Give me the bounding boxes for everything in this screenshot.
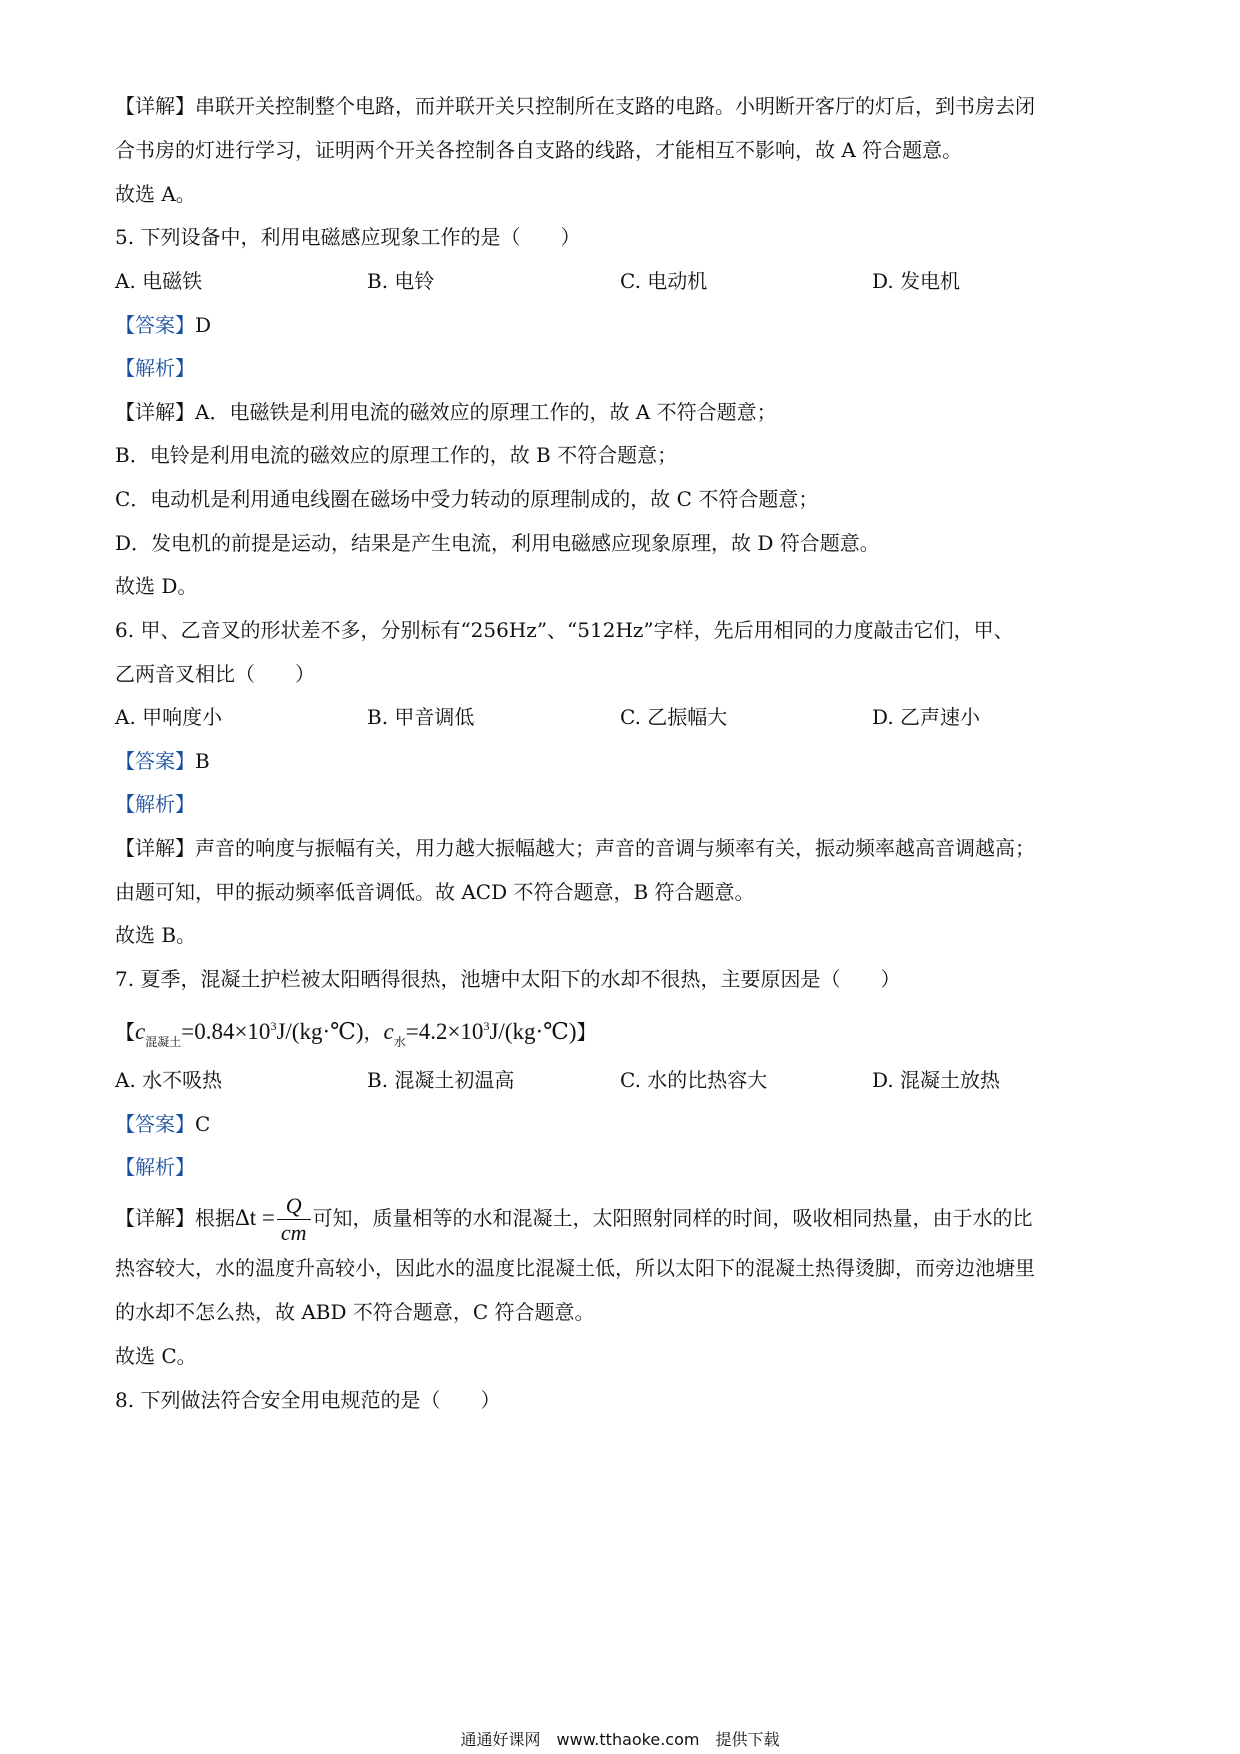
conclusion-line: 故选 B。 — [115, 923, 197, 947]
option-a: A. 电磁铁 — [115, 269, 203, 293]
option-a: A. 甲响度小 — [115, 705, 223, 729]
answer-line — [115, 310, 1135, 340]
detail-line: D．发电机的前提是运动，结果是产生电流，利用电磁感应现象原理，故 D 符合题意。 — [115, 531, 880, 555]
detail-line-formula: 【详解】根据Δt = $\frac{Q}{cm}$ 可知，质量相等的水和混凝土，太阳照射同样的时间，吸收相同热量，由于水的比 — [115, 1193, 1033, 1245]
option-c: C. 水的比热容大 — [620, 1068, 768, 1092]
detail-line: 由题可知，甲的振动频率低音调低。故 ACD 不符合题意，B 符合题意。 — [115, 880, 755, 904]
option-d: D. 乙声速小 — [872, 705, 981, 729]
question-8-stem: 8. 下列做法符合安全用电规范的是（ ） — [115, 1388, 501, 1412]
question-6-stem-cont: 乙两音叉相比（ ） — [115, 662, 315, 686]
question-5-stem: 5. 下列设备中，利用电磁感应现象工作的是（ ） — [115, 225, 581, 249]
analysis-tag: 【解析】 — [115, 356, 195, 380]
detail-line: 的水却不怎么热，故 ABD 不符合题意，C 符合题意。 — [115, 1300, 595, 1324]
question-7-stem: 7. 夏季，混凝土护栏被太阳晒得很热，池塘中太阳下的水却不很热，主要原因是（ ） — [115, 967, 901, 991]
conclusion-line: 故选 D。 — [115, 574, 198, 598]
option-c: C. 电动机 — [620, 269, 708, 293]
question-6-stem: 6. 甲、乙音叉的形状差不多，分别标有“256Hz”、“512Hz”字样，先后用相同的力度敲击它们，甲、 — [115, 618, 1014, 642]
answer-value: D — [195, 313, 212, 337]
detail-line: 热容较大，水的温度升高较小，因此水的温度比混凝土低，所以太阳下的混凝土热得烫脚，而旁边池塘里 — [115, 1256, 1035, 1280]
answer-tag: 【答案】 — [115, 749, 195, 773]
answer-value: C — [195, 1112, 211, 1136]
detail-line: C．电动机是利用通电线圈在磁场中受力转动的原理制成的，故 C 不符合题意； — [115, 487, 819, 511]
conclusion-line: 故选 C。 — [115, 1344, 197, 1368]
answer-tag: 【答案】 — [115, 313, 195, 337]
analysis-tag: 【解析】 — [115, 792, 195, 816]
given-constants: 【$c_{混凝土}=0.84\times 10^3J/(kg\cdot℃)$，$c_水=4.2\times 10^3J/(kg\cdot℃)$】 — [115, 1019, 597, 1049]
option-d: D. 发电机 — [872, 269, 961, 293]
option-d: D. 混凝土放热 — [872, 1068, 1001, 1092]
text-line: 合书房的灯进行学习，证明两个开关各控制各自支路的线路，才能相互不影响，故 A 符合题意。 — [115, 138, 963, 162]
detail-line: B．电铃是利用电流的磁效应的原理工作的，故 B 不符合题意； — [115, 443, 678, 467]
option-c: C. 乙振幅大 — [620, 705, 728, 729]
detail-line: 【详解】声音的响度与振幅有关，用力越大振幅越大；声音的音调与频率有关，振动频率越高音调越高； — [115, 836, 1035, 860]
answer-value: B — [195, 749, 210, 773]
text-line: 【详解】串联开关控制整个电路，而并联开关只控制所在支路的电路。小明断开客厅的灯后，到书房去闭 — [115, 94, 1035, 118]
analysis-tag: 【解析】 — [115, 1155, 195, 1179]
answer-line — [115, 1109, 1135, 1139]
option-b: B. 电铃 — [367, 269, 435, 293]
text-line: 故选 A。 — [115, 182, 196, 206]
page-footer: 通通好课网 www.tthaoke.com 提供下载 — [460, 1730, 780, 1749]
formula-lhs: Δt = — [235, 1205, 275, 1230]
formula-fraction: $\frac{Q}{cm}$ — [277, 1193, 311, 1246]
option-b: B. 甲音调低 — [367, 705, 475, 729]
option-a: A. 水不吸热 — [115, 1068, 223, 1092]
detail-line: 【详解】A．电磁铁是利用电流的磁效应的原理工作的，故 A 不符合题意； — [115, 400, 777, 424]
answer-tag: 【答案】 — [115, 1112, 195, 1136]
answer-line — [115, 746, 1135, 776]
option-b: B. 混凝土初温高 — [367, 1068, 515, 1092]
